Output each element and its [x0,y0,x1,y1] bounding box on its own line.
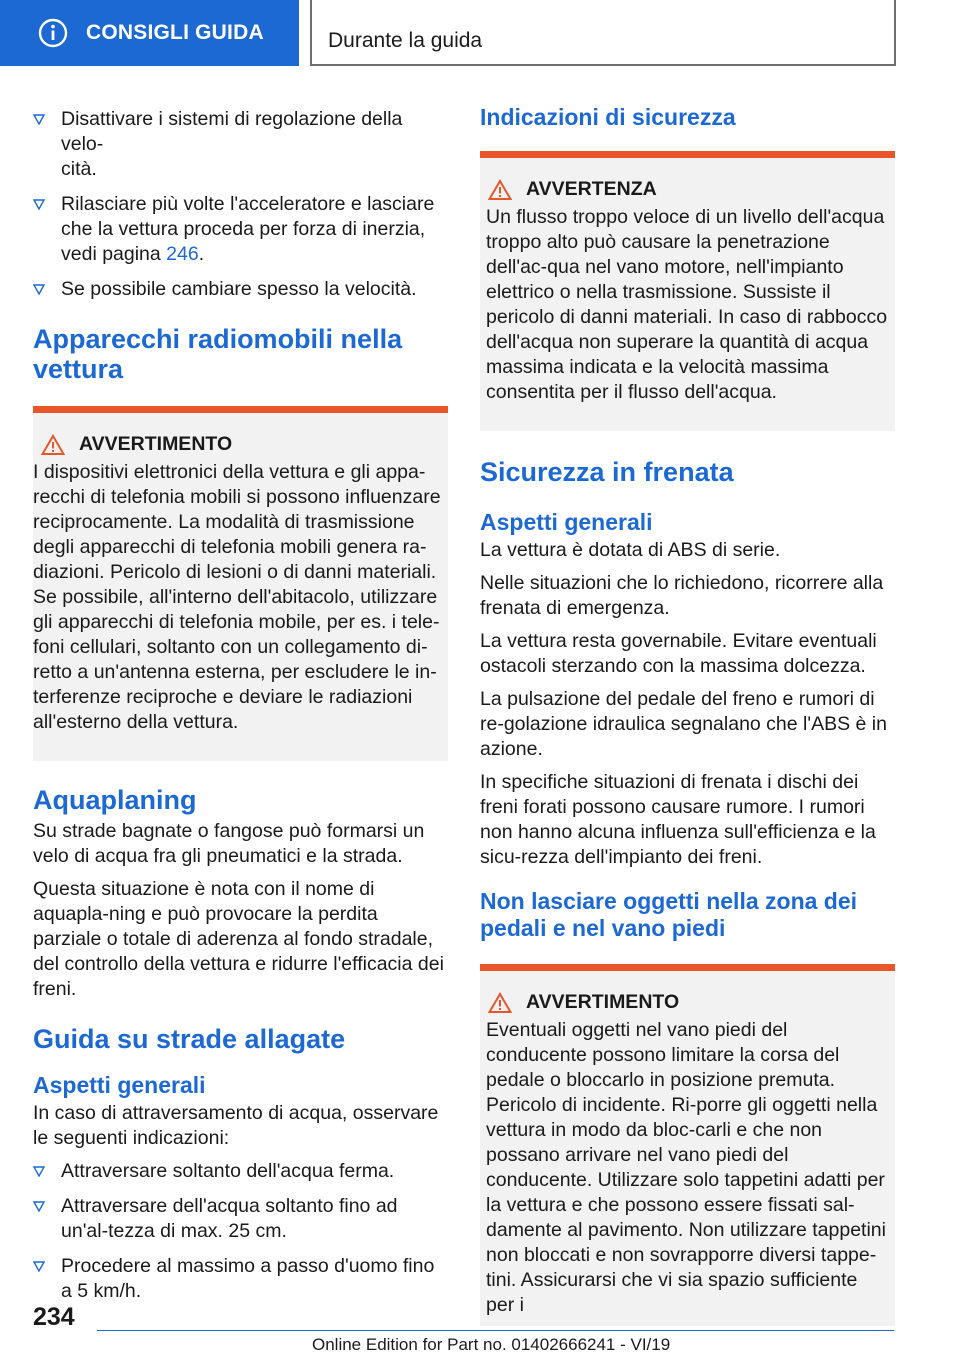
left-column [33,100,448,1314]
paragraph: In caso di attraversamento di acqua, osservare le seguenti indicazioni: [33,1102,439,1149]
list-item-text: Se possibile cambiare spesso la velocità. [61,278,417,300]
warning-header [480,178,895,201]
warning-triangle-icon [41,434,65,456]
paragraph: Nelle situazioni che lo richiedono, ricorrere alla frenata di emergenza. [480,572,884,619]
paragraph: La pulsazione del pedale del freno e rumori di re-golazione idraulica segnalano che l'ABS è in azione. [480,688,887,760]
warning-triangle-icon [488,179,512,201]
warning-box-water [480,151,895,431]
footer-divider [97,1330,894,1331]
page-link[interactable]: 246 [166,243,199,265]
list-item [33,1254,448,1304]
warning-text: I dispositivi elettronici della vettura e gli appa-recchi di telefonia mobili si possono influenzare reciprocamente. La modalità di trasmissione degli apparecchi di telefonia mobili genera ra-diazioni. Pericolo di lesioni o di danni materiali. Se possibile, all'interno dell'abitacolo, utilizzare gli apparecchi di telefonia mobile, per es. i tele-foni cellulari, soltanto con un collegamento di-retto a un'antenna esterna, per escludere le in-terferenze reciproche e deviare le radiazioni all'esterno della vettura. [33,461,441,733]
warning-label: AVVERTIMENTO [79,433,233,455]
section-title-aquaplaning: Aquaplaning [33,785,197,815]
section-title-radio: Apparecchi radiomobili nella vettura [33,324,403,384]
warning-text: Un flusso troppo veloce di un livello dell'acqua troppo alto può causare la penetrazione dell'ac-qua nel vano motore, nell'impianto elettrico o nella trasmissione. Sussiste il pericolo di danni materiali. In caso di rabbocco dell'acqua non superare la quantità di acqua massima indicata e la velocità massima consentita per il flusso dell'acqua. [486,206,888,403]
list-item-text: Disattivare i sistemi di regolazione della velo- cità. [61,108,403,180]
paragraph: Su strade bagnate o fangose può formarsi un velo di acqua fra gli pneumatici e la strada. [33,820,425,867]
list-item [33,1159,448,1184]
section-title-flooded-roads: Guida su strade allagate [33,1024,346,1054]
list-item [33,1194,448,1244]
list-item-end: . [198,243,205,265]
triangle-bullet-icon [33,199,45,210]
bullet-list-top [33,107,448,302]
section-title-safety: Indicazioni di sicurezza [480,104,736,130]
subsection-title: Aspetti generali [480,509,653,535]
list-item-text: Attraversare soltanto dell'acqua ferma. [61,1160,395,1182]
subsection-title: Aspetti generali [33,1072,206,1098]
list-item-text: Attraversare dell'acqua soltanto fino ad un'al-tezza di max. 25 cm. [61,1195,398,1242]
list-item-text: Rilasciare più volte l'acceleratore e lasciare che la vettura proceda per forza di inerzia, vedi pagina [61,193,435,265]
section-title-braking: Sicurezza in frenata [480,457,734,487]
subsection-title-pedals: Non lasciare oggetti nella zona dei pedali e nel vano piedi [480,888,858,941]
list-item-text: Procedere al massimo a passo d'uomo fino a 5 km/h. [61,1255,435,1302]
chapter-header [310,0,896,66]
triangle-bullet-icon [33,1201,45,1212]
paragraph: In specifiche situazioni di frenata i dischi dei freni forati possono causare rumore. I rumori non hanno alcuna influenza sull'efficienza e la sicu-rezza dell'impianto dei freni. [480,771,876,868]
right-column [480,100,895,1326]
warning-label: AVVERTENZA [526,178,657,200]
warning-box-radio [33,406,448,761]
triangle-bullet-icon [33,284,45,295]
page-number: 234 [33,1303,75,1331]
warning-label: AVVERTIMENTO [526,991,680,1013]
triangle-bullet-icon [33,1261,45,1272]
paragraph: Questa situazione è nota con il nome di aquapla-ning e può provocare la perdita parziale o totale di aderenza al fondo stradale, del controllo della vettura e ridurre l'efficacia dei freni. [33,878,444,1000]
paragraph: La vettura è dotata di ABS di serie. [480,539,781,561]
chapter-tab-label: CONSIGLI GUIDA [86,21,264,44]
warning-triangle-icon [488,992,512,1014]
chapter-tab[interactable] [0,0,299,66]
edition-footer: Online Edition for Part no. 01402666241 - VI/19 [312,1335,671,1354]
chapter-title: Durante la guida [328,29,483,52]
warning-box-pedals [480,964,895,1326]
warning-header [480,991,895,1014]
triangle-bullet-icon [33,114,45,125]
triangle-bullet-icon [33,1166,45,1177]
warning-text: Eventuali oggetti nel vano piedi del conducente possono limitare la corsa del pedale o bloccarlo in posizione premuta. Pericolo di incidente. Ri-porre gli oggetti nella vettura in modo da bloc-carli e che non possano arrivare nel vano piedi del conducente. Utilizzare solo tappetini adatti per la vettura e che possono essere fissati sal-damente al pavimento. Non utilizzare tappetini non bloccati e non sovrapporre diversi tappe-tini. Assicurarsi che vi sia spazio sufficiente per i [486,1019,886,1316]
list-item [33,107,448,182]
list-item [33,277,448,302]
info-icon [38,18,68,48]
list-item [33,192,448,267]
warning-header [33,433,448,456]
paragraph: La vettura resta governabile. Evitare eventuali ostacoli sterzando con la massima dolcezza. [480,630,877,677]
bullet-list-flood [33,1159,448,1304]
